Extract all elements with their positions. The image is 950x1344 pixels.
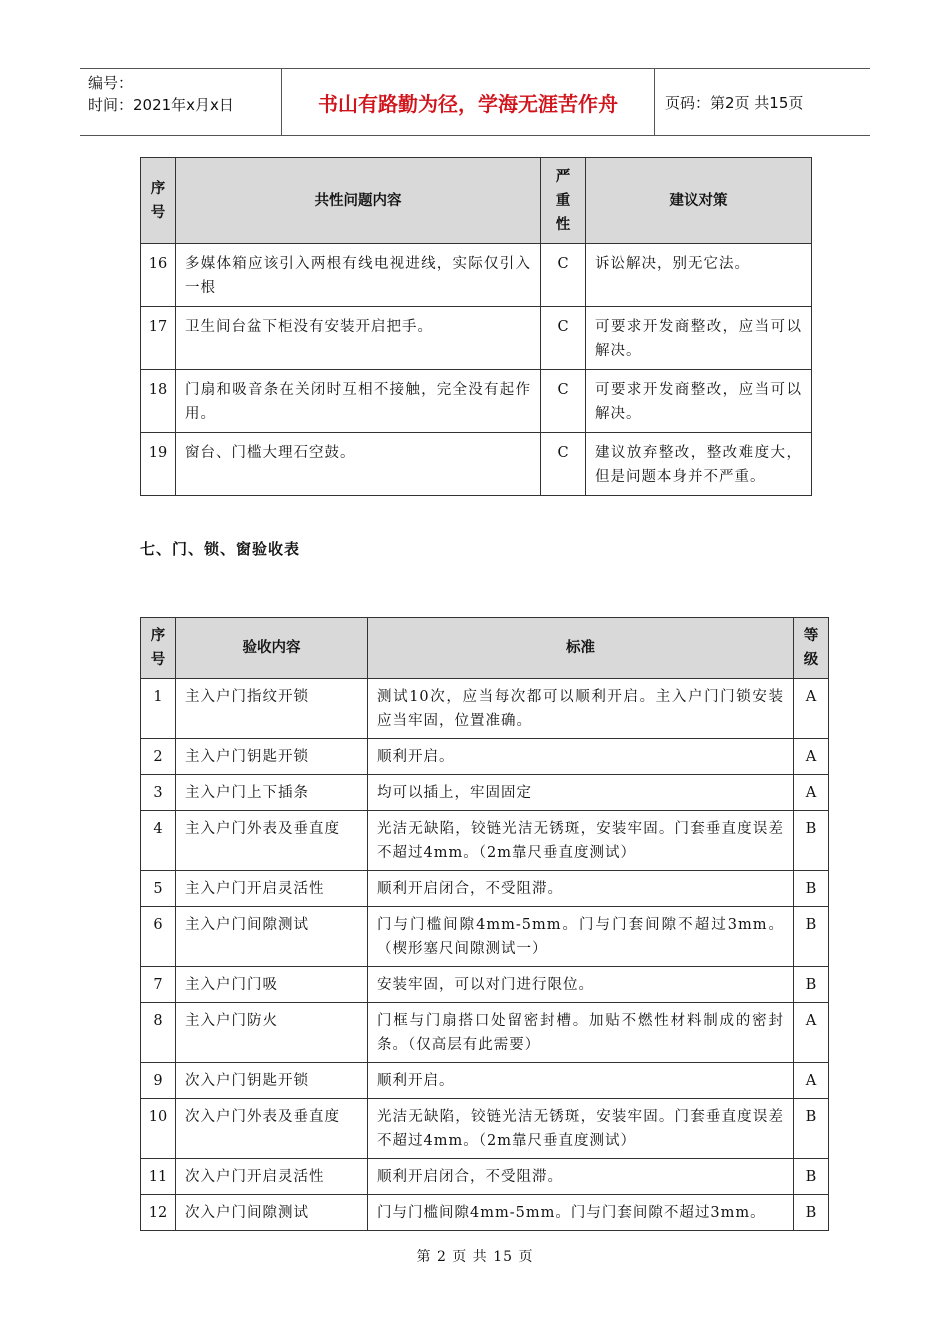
issue-content: 门扇和吸音条在关闭时互相不接触，完全没有起作用。 [176,370,541,433]
row-number: 2 [141,739,176,775]
row-number: 17 [141,307,176,370]
grade-level: B [794,811,829,871]
severity-level: C [541,307,586,370]
grade-level: B [794,967,829,1003]
grade-level: B [794,1099,829,1159]
advice-text: 可要求开发商整改，应当可以解决。 [586,370,812,433]
issue-content: 卫生间台盆下柜没有安装开启把手。 [176,307,541,370]
grade-level: A [794,679,829,739]
table-row [141,244,812,307]
table-row [141,811,829,871]
row-number: 19 [141,433,176,496]
inspection-item: 次入户门开启灵活性 [176,1159,368,1195]
document-date: 时间：2021年x月x日 [88,96,234,114]
row-number: 7 [141,967,176,1003]
row-number: 11 [141,1159,176,1195]
grade-level: A [794,775,829,811]
table-row [141,1063,829,1099]
door-lock-window-table [140,617,829,1231]
standard-text: 测试10次，应当每次都可以顺利开启。主入户门门锁安装应当牢固，位置准确。 [368,679,794,739]
table-row [141,1195,829,1231]
header-seq: 序号 [141,618,176,679]
header-motto: 书山有路勤为径，学海无涯苦作舟 [282,69,655,135]
row-number: 4 [141,811,176,871]
issue-content: 多媒体箱应该引入两根有线电视进线，实际仅引入一根 [176,244,541,307]
row-number: 10 [141,1099,176,1159]
header-advice: 建议对策 [586,158,812,244]
table-row [141,307,812,370]
inspection-item: 主入户门外表及垂直度 [176,811,368,871]
row-number: 5 [141,871,176,907]
table-row [141,967,829,1003]
row-number: 16 [141,244,176,307]
header-item: 验收内容 [176,618,368,679]
header-severity: 严重性 [541,158,586,244]
standard-text: 门与门槛间隙4mm-5mm。门与门套间隙不超过3mm。（楔形塞尺间隙测试一） [368,907,794,967]
grade-level: A [794,739,829,775]
standard-text: 均可以插上，牢固固定 [368,775,794,811]
page-header [80,68,870,136]
header-seq: 序号 [141,158,176,244]
row-number: 8 [141,1003,176,1063]
row-number: 1 [141,679,176,739]
grade-level: A [794,1003,829,1063]
standard-text: 顺利开启。 [368,739,794,775]
severity-level: C [541,433,586,496]
advice-text: 诉讼解决，别无它法。 [586,244,812,307]
grade-level: A [794,1063,829,1099]
severity-level: C [541,244,586,307]
standard-text: 顺利开启闭合，不受阻滞。 [368,871,794,907]
issue-content: 窗台、门槛大理石空鼓。 [176,433,541,496]
table-row [141,1159,829,1195]
advice-text: 可要求开发商整改，应当可以解决。 [586,307,812,370]
table-row [141,871,829,907]
standard-text: 顺利开启。 [368,1063,794,1099]
inspection-item: 次入户门外表及垂直度 [176,1099,368,1159]
standard-text: 光洁无缺陷，铰链光洁无锈斑，安装牢固。门套垂直度误差不超过4mm。（2m靠尺垂直度测试） [368,811,794,871]
standard-text: 光洁无缺陷，铰链光洁无锈斑，安装牢固。门套垂直度误差不超过4mm。（2m靠尺垂直度测试） [368,1099,794,1159]
header-issue: 共性问题内容 [176,158,541,244]
grade-level: B [794,1195,829,1231]
severity-level: C [541,370,586,433]
row-number: 9 [141,1063,176,1099]
standard-text: 顺利开启闭合，不受阻滞。 [368,1159,794,1195]
table-row [141,739,829,775]
common-issues-table [140,157,812,496]
section-title: 七、门、锁、窗验收表 [140,540,301,558]
page-footer: 第 2 页 共 15 页 [416,1249,534,1265]
table-header-row [141,158,812,244]
grade-level: B [794,871,829,907]
advice-text: 建议放弃整改，整改难度大，但是问题本身并不严重。 [586,433,812,496]
inspection-item: 主入户门门吸 [176,967,368,1003]
standard-text: 门与门槛间隙4mm-5mm。门与门套间隙不超过3mm。 [368,1195,794,1231]
inspection-item: 主入户门开启灵活性 [176,871,368,907]
table-row [141,907,829,967]
standard-text: 安装牢固，可以对门进行限位。 [368,967,794,1003]
grade-level: B [794,907,829,967]
table-row [141,433,812,496]
inspection-item: 主入户门防火 [176,1003,368,1063]
inspection-item: 主入户门指纹开锁 [176,679,368,739]
table-row [141,1099,829,1159]
document-number: 编号： [88,74,134,92]
row-number: 12 [141,1195,176,1231]
row-number: 6 [141,907,176,967]
table-row [141,679,829,739]
header-page-info: 页码：第2页 共15页 [665,93,804,112]
grade-level: B [794,1159,829,1195]
inspection-item: 次入户门钥匙开锁 [176,1063,368,1099]
row-number: 18 [141,370,176,433]
inspection-item: 次入户门间隙测试 [176,1195,368,1231]
header-grade: 等级 [794,618,829,679]
header-standard: 标准 [368,618,794,679]
standard-text: 门框与门扇搭口处留密封槽。加贴不燃性材料制成的密封条。（仅高层有此需要） [368,1003,794,1063]
header-meta [80,69,282,135]
table-row [141,1003,829,1063]
inspection-item: 主入户门间隙测试 [176,907,368,967]
table-row [141,775,829,811]
row-number: 3 [141,775,176,811]
table-row [141,370,812,433]
table-header-row [141,618,829,679]
inspection-item: 主入户门上下插条 [176,775,368,811]
inspection-item: 主入户门钥匙开锁 [176,739,368,775]
